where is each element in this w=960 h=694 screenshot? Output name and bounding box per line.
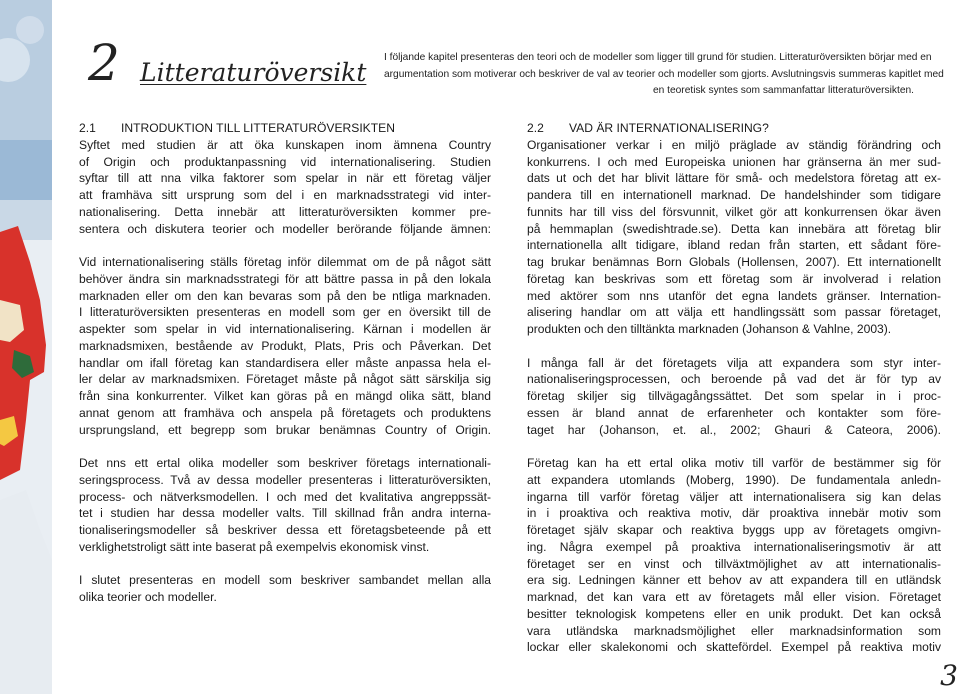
- text-line: Företag kan ha ett ertal olika motiv till varför de bestämmer sig för: [527, 456, 941, 470]
- page-number: 3: [940, 659, 958, 692]
- text-line: aspekter som spelar in vid internationalisering. Kärnan i modellen är: [79, 322, 491, 336]
- text-line: Syftet med studien är att öka kunskapen inom ämnena Country: [79, 137, 491, 152]
- text-line: att expandera utomlands (Moberg, 1990). De fundamentala anledn-: [527, 472, 941, 487]
- text-line: ingarna till varför företag väljer att internationalisera sig kan delas: [527, 489, 941, 504]
- text-line: syftar till att nna vilka faktorer som spelar in när ett företag väljer: [79, 171, 491, 186]
- text-line: företag skiljer sig tillvägagångssättet. Det som spelar in i proc-: [527, 389, 941, 403]
- text-line: tag brukar benämnas Born Globals (Hollensen, 2007). Ett internationellt: [527, 255, 941, 269]
- text-line: of Origin och produktanpassning vid internationalisering. Studien: [79, 154, 491, 169]
- text-line: era sig. Ledningen känner ett behov av att expandera till en utländsk: [527, 573, 941, 588]
- intro-line: I följande kapitel presenteras den teori och de modeller som ligger till grund för studien. Litteraturöversikten börjar med en: [384, 52, 932, 63]
- text-line: verklighetstroligt sätt inte baserat på exempelvis ekonomisk vinst.: [79, 539, 430, 554]
- paragraph: [527, 137, 941, 338]
- text-line: I slutet presenteras en modell som beskriver sambandet mellan alla: [79, 573, 491, 588]
- text-line: marknadsmixen, bestående av Produkt, Plats, Pris och Påverkan. Det: [79, 338, 491, 353]
- paragraph: [527, 455, 941, 656]
- text-line: essen är bland annat de erfarenheter och kontakter som före-: [527, 405, 941, 420]
- text-line: Det nns ett ertal olika modeller som beskriver företags internationali-: [79, 456, 491, 470]
- text-line: annat genom att framhäva och anspela på företagets och produktens: [79, 405, 491, 420]
- text-line: funnits har till viss del försvunnit, vilket gör att konkurrensen ökar även: [527, 204, 941, 219]
- text-line: I många fall är det företagets vilja att expandera som styr inter-: [527, 355, 941, 370]
- paragraph: [79, 137, 491, 238]
- section-heading: [527, 120, 941, 137]
- decorative-photo-strip: [0, 0, 52, 694]
- text-line: I litteraturöversikten presenteras en modell som ger en översikt till de: [79, 305, 491, 320]
- text-line: marknad, det kan vara ett av företagets mål eller vision. Företaget: [527, 590, 941, 604]
- chapter-number: 2: [88, 34, 120, 92]
- text-line: Organisationer verkar i en miljö präglade av ständig förändring och: [527, 137, 941, 152]
- text-line: marknaden eller om den kan bevaras som på den be ntliga marknaden.: [79, 288, 491, 303]
- right-column: [527, 120, 941, 656]
- text-line: seringsprocess. Två av dessa modeller presenteras i litteraturöversikten,: [79, 472, 491, 487]
- text-line: Vid internationalisering ställs företag inför dilemmat om de på något sätt: [79, 255, 491, 269]
- text-line: nationaliseringsprocessen, och beroende på vad det är för typ av: [527, 372, 941, 387]
- text-line: lockar eller skalekonomi och skattefördel. Exempel på reaktiva motiv: [527, 640, 941, 655]
- text-line: företaget ser en vinst och tillväxtmöjlighet av att internationalis-: [527, 556, 941, 571]
- chapter-title: Litteraturöversikt: [140, 58, 367, 87]
- section-title: VAD ÄR INTERNATIONALISERING?: [569, 121, 769, 135]
- paragraph: [79, 254, 491, 438]
- text-line: företaget själv skapar och reaktiva byggs upp av företagets omgivn-: [527, 523, 941, 537]
- paragraph: [79, 455, 491, 556]
- text-line: behöver ändra sin marknadsstrategi för att bättre passa in på den lokala: [79, 271, 491, 286]
- text-line: tionaliseringsmodeller så beskriver dessa ett företagsbeteende på ett: [79, 523, 491, 537]
- text-line: med aktörer som nns utanför det egna landets gränser. Internation-: [527, 288, 941, 303]
- text-line: sentera och diskutera teorier och modeller berörande följande ämnen:: [79, 221, 491, 236]
- text-line: konkurrens. I och med Europeiska unionen har gränserna än mer sud-: [527, 154, 941, 169]
- section-number: 2.2: [527, 121, 544, 135]
- text-line: dats ut och det har blivit lättare för små- och medelstora företag att ex-: [527, 171, 941, 186]
- paragraph: [527, 355, 941, 439]
- text-line: taget har (Johanson, et. al., 2002; Ghauri & Cateora, 2006).: [527, 422, 941, 437]
- section-heading: [79, 120, 491, 137]
- text-line: på hemmaplan (swedishtrade.se). Detta kan innebära att företag blir: [527, 221, 941, 236]
- section-title: INTRODUKTION TILL LITTERATURÖVERSIKTEN: [121, 121, 395, 135]
- text-line: ing. Några exempel på proaktiva internationaliseringsmotiv är att: [527, 539, 941, 554]
- text-line: vara utländska marknadsmöjlighet eller marknadsinformation som: [527, 623, 941, 638]
- text-line: internationella allt tidigare, ibland redan från starten, ett sådant före-: [527, 238, 941, 253]
- text-line: ler delar av marknadsmixen. Företaget måste på något sätt särskilja sig: [79, 372, 491, 387]
- intro-line: argumentation som motiverar och beskriver de val av teorier och modeller som gjorts. Avslutningsvis summeras kapitlet med: [384, 68, 944, 80]
- text-line: företag kan beskrivas som ett företag som är involverad i relation: [527, 271, 941, 286]
- text-line: produkten och den tilltänkta marknaden (Johanson & Vahlne, 2003).: [527, 322, 892, 336]
- text-line: pandera till en internationell marknad. De handelshinder som tidigare: [527, 188, 941, 202]
- section-number: 2.1: [79, 121, 96, 135]
- text-line: in i proaktiva och reaktiva motiv, där proaktiva innebär motiv som: [527, 506, 941, 521]
- text-line: att framhäva sitt ursprung som del i en marknadsstrategi vid inter-: [79, 188, 491, 202]
- text-line: besitter teknologisk kompetens eller en unik produkt. Det kan också: [527, 606, 941, 621]
- text-line: från sina konkurrenter. Vilket kan göras på en mängd olika sätt, bland: [79, 389, 491, 403]
- intro-line: en teoretisk syntes som sammanfattar litteraturöversikten.: [652, 85, 914, 96]
- text-line: nationalisering. Detta innebär att litteraturöversikten kommer pre-: [79, 204, 491, 219]
- dala-horse-image: [0, 0, 52, 694]
- text-line: process- och nätverksmodellen. I och med det kvalitativa angreppssät-: [79, 489, 491, 504]
- text-line: ursprungsland, ett begrepp som brukar benämnas Country of Origin.: [79, 422, 491, 437]
- left-column: [79, 120, 491, 606]
- text-line: alisering handlar om att välja ett handlingssätt som passar företaget,: [527, 305, 941, 320]
- paragraph: [79, 572, 491, 606]
- text-line: tet i studien har dessa modeller valts. Till skillnad från andra interna-: [79, 506, 491, 521]
- text-line: handlar om ifall företag kan standardisera eller måste anpassa hela el-: [79, 355, 491, 370]
- chapter-intro: [384, 50, 944, 100]
- text-line: olika teorier och modeller.: [79, 590, 217, 604]
